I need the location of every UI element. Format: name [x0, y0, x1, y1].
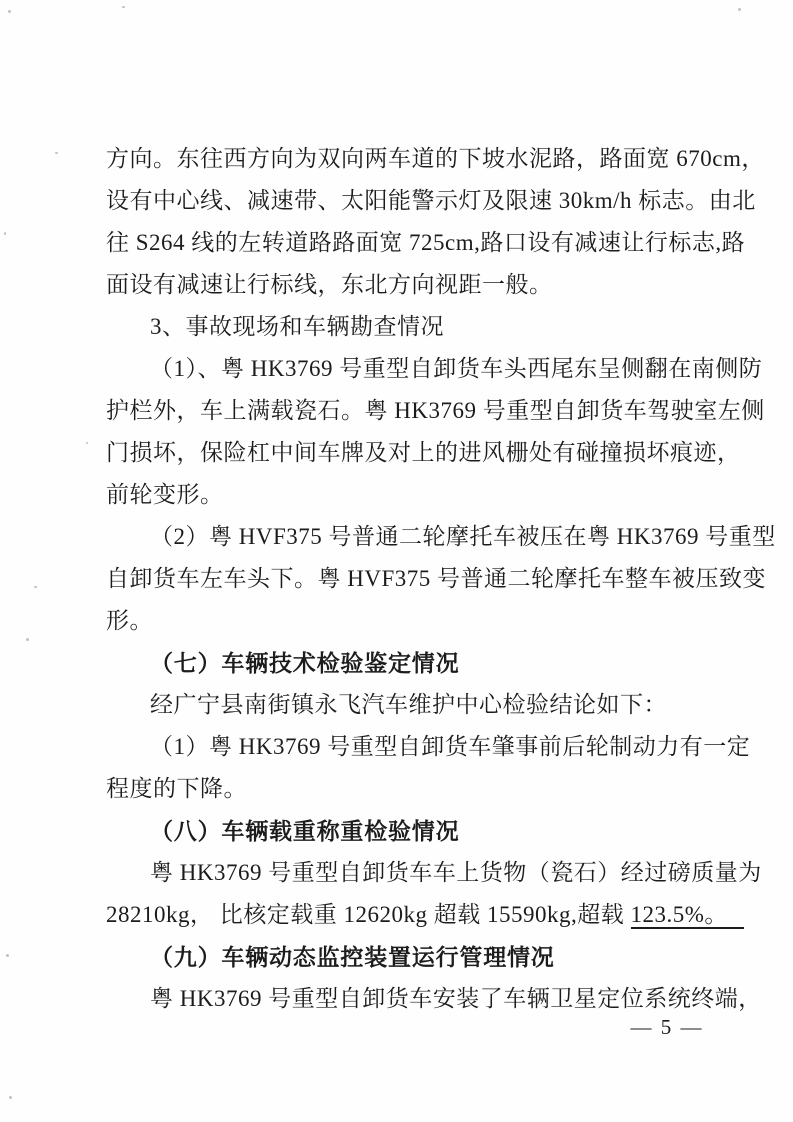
scan-speckle: [34, 586, 37, 588]
body-line: （1）、粤 HK3769 号重型自卸货车头西尾东呈侧翻在南侧防: [150, 356, 763, 381]
body-line: 形。: [106, 608, 153, 633]
body-line: 程度的下降。: [106, 776, 247, 801]
scan-speckle: [122, 6, 125, 8]
body-line: 粤 HK3769 号重型自卸货车安装了车辆卫星定位系统终端，: [150, 986, 762, 1011]
body-line: 粤 HK3769 号重型自卸货车车上货物（瓷石）经过磅质量为: [150, 860, 762, 885]
body-line: 自卸货车左车头下。粤 HVF375 号普通二轮摩托车整车被压致变: [106, 566, 767, 591]
scan-speckle: [8, 10, 11, 13]
scan-speckle: [738, 8, 741, 11]
scan-speckle: [86, 442, 88, 444]
scan-speckle: [55, 152, 58, 154]
document-text-block: [106, 138, 776, 1020]
scan-speckle: [6, 954, 9, 957]
body-line: 经广宁县南街镇永飞汽车维护中心检验结论如下：: [150, 692, 667, 717]
scan-speckle: [4, 232, 6, 235]
section-heading: （七）车辆技术检验鉴定情况: [150, 650, 460, 676]
body-line: 前轮变形。: [106, 482, 224, 507]
scan-speckle: [26, 638, 29, 641]
page-number: — 5 —: [630, 1015, 704, 1039]
body-line: 往 S264 线的左转道路路面宽 725cm,路口设有减速让行标志,路: [106, 230, 746, 255]
underlined-value: 123.5%。: [631, 902, 744, 929]
section-title: 3、事故现场和车辆勘查情况: [150, 314, 444, 339]
body-line: 面设有减速让行标线，东北方向视距一般。: [106, 272, 553, 297]
body-line: （2）粤 HVF375 号普通二轮摩托车被压在粤 HK3769 号重型: [150, 524, 776, 549]
body-text-segment: 28210kg， 比核定载重 12620kg 超载 15590kg,超载: [106, 902, 631, 927]
body-line: 护栏外，车上满载瓷石。粤 HK3769 号重型自卸货车驾驶室左侧: [106, 398, 765, 423]
body-line: 设有中心线、减速带、太阳能警示灯及限速 30km/h 标志。由北: [106, 188, 756, 213]
section-heading: （八）车辆载重称重检验情况: [150, 818, 460, 844]
section-heading: （九）车辆动态监控装置运行管理情况: [150, 944, 555, 970]
scan-speckle: [9, 1096, 12, 1099]
body-line: 方向。东往西方向为双向两车道的下坡水泥路，路面宽 670cm，: [106, 146, 765, 171]
body-line: [106, 894, 728, 936]
body-line: （1）粤 HK3769 号重型自卸货车肇事前后轮制动力有一定: [150, 734, 751, 759]
body-line: 门损坏，保险杠中间车牌及对上的进风栅处有碰撞损坏痕迹，: [106, 440, 741, 465]
